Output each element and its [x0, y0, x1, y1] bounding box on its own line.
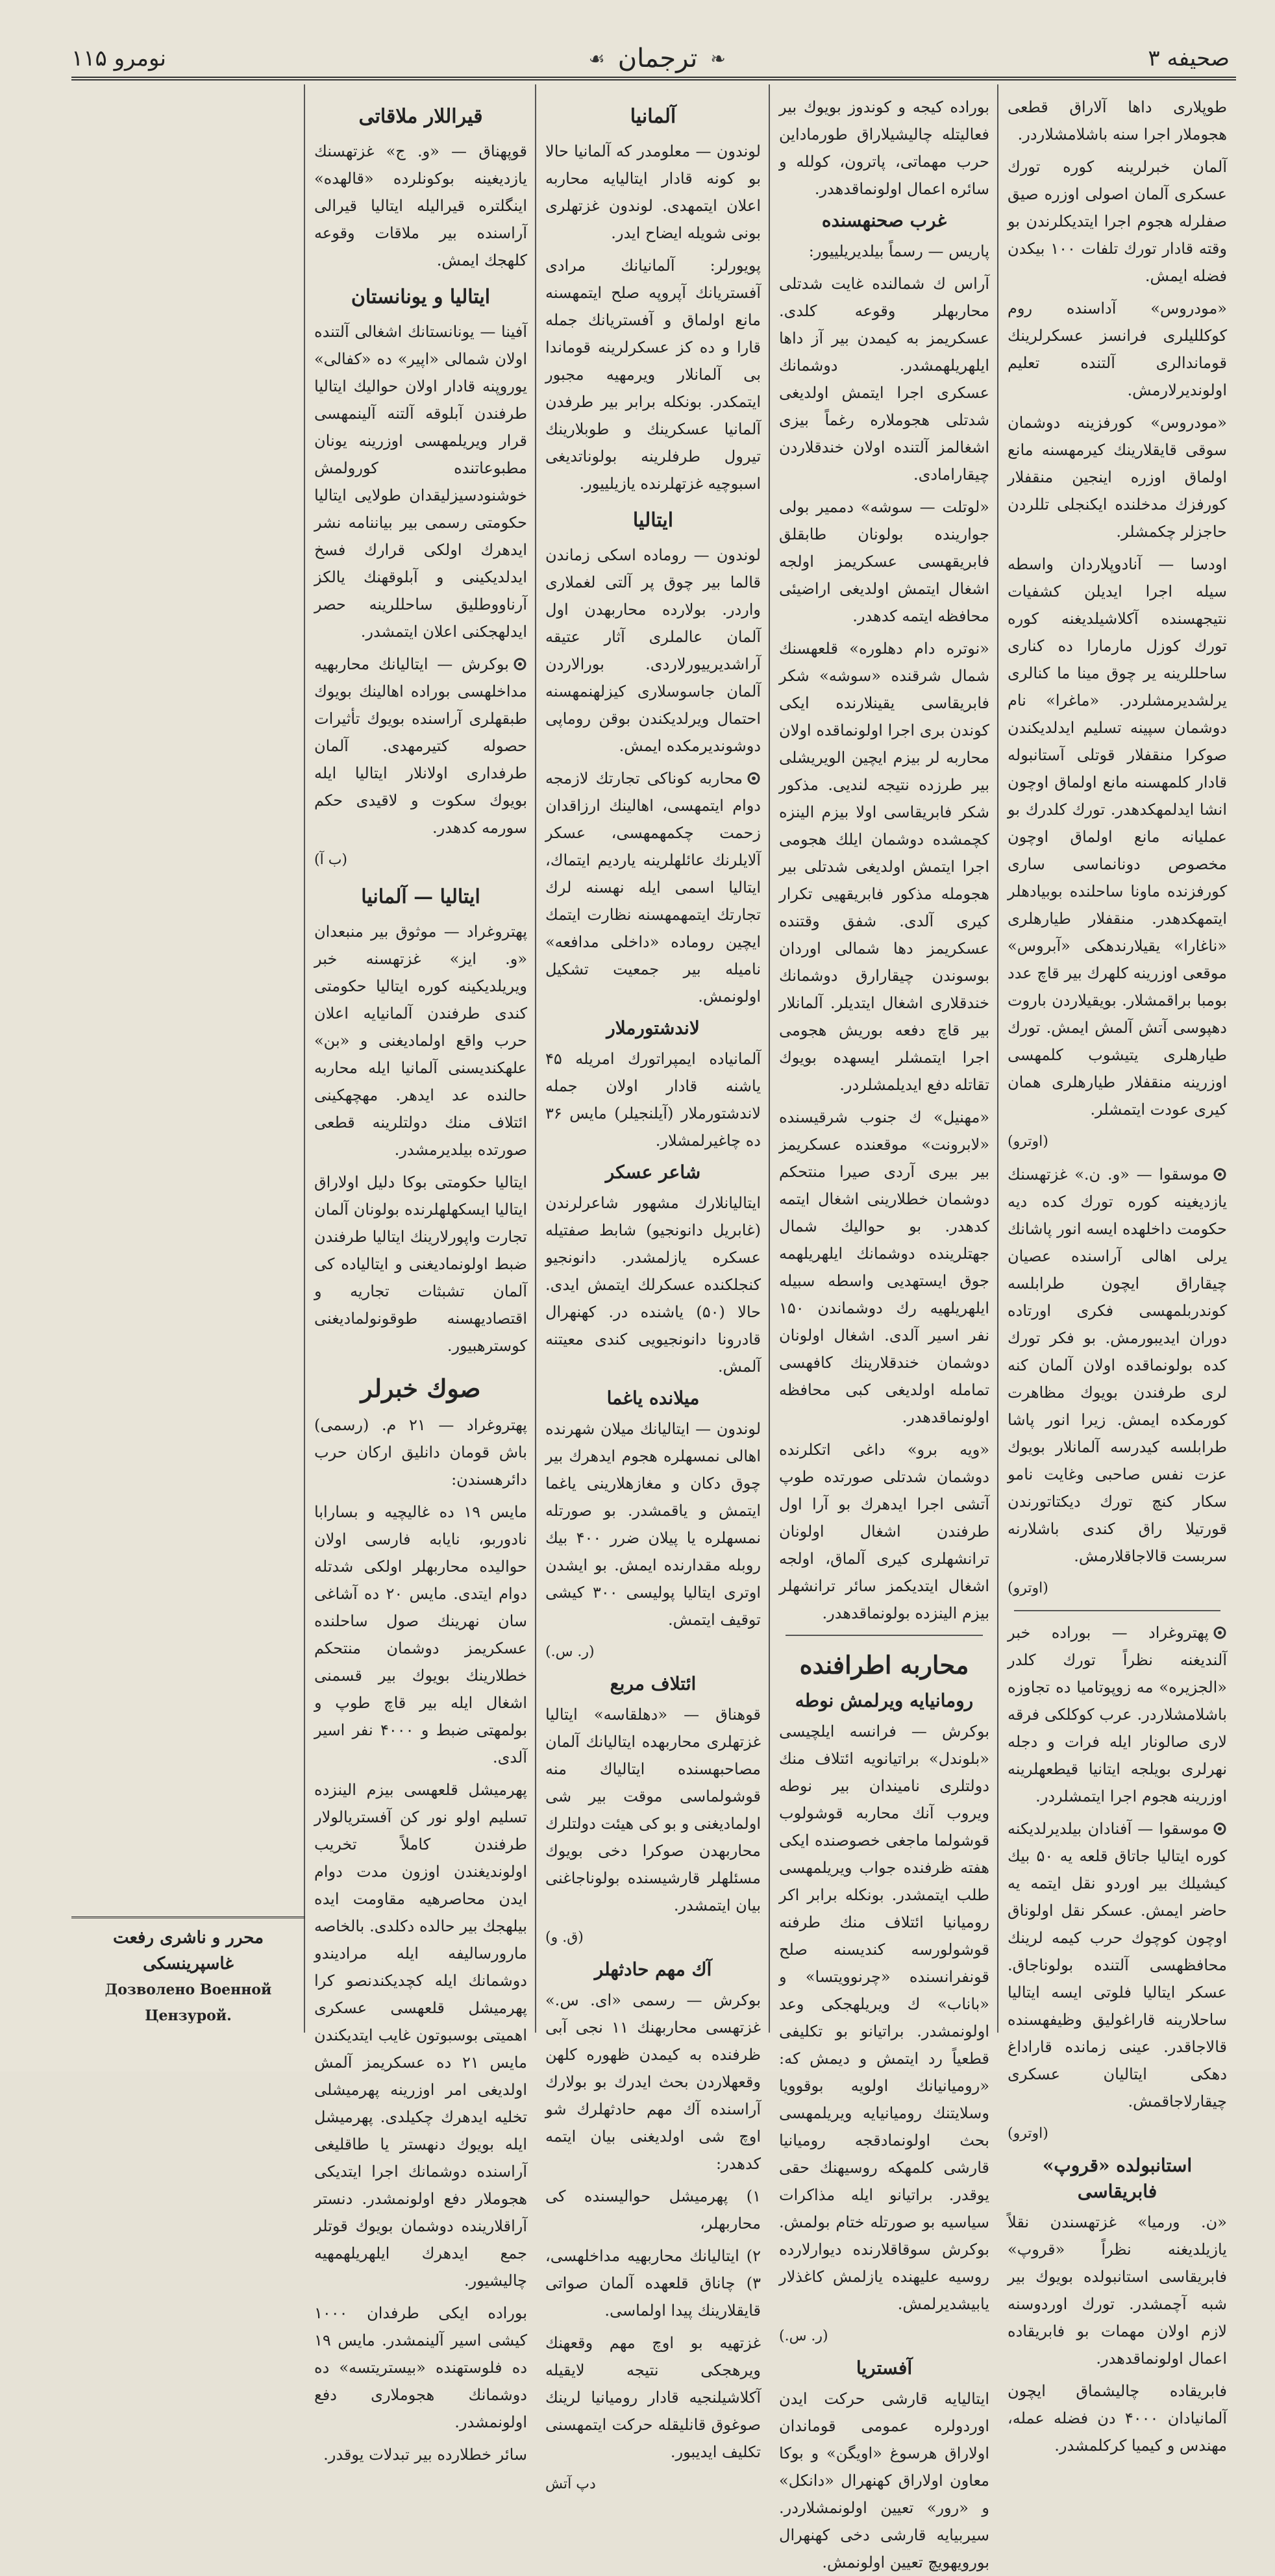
source-signature: (اوترو)	[1008, 1133, 1048, 1150]
source-signature: دپ آتش	[545, 2476, 596, 2492]
paragraph: «مهنيل» ك جنوب شرقيسنده «لابرونت» موقعنده عسكريمز بير بيرى آردى صيرا منتحكم دوشمان خطلارينى اشغال ايتمه كدهدر. بو حواليك شمال جهتلرينده دوشمانك ايلهريلهمه جوق ايستهديى واسطه سبيله ايلهريلهيه رك دوشماندن ۱۵۰ نفر اسير آلدى. اشغال اولونان دوشمان خندقلارينك كافهسى تمامله اولديغى كبى محافظه اولونماقدهدر.	[779, 1108, 989, 1426]
paragraph: پويورلر: آلمانيانك مرادى آفستريانك آپروپه صلح ايتمهسنه مانع اولماق و آفستريانك جمله قارا و ده كز عسكرلرينه قوماندا بى آلمانلار ويرمهيه مجبور ايتمكدر. بونكله برابر بير طرفدن آلمانيا عسكرينك و طوبلارينك تيرول طرفلرينه بولوناتديغى اسبوچيه غزتهلرنده يازيلييور.	[545, 256, 761, 493]
fleuron-icon	[513, 652, 527, 667]
separator	[1014, 1610, 1220, 1611]
paragraph: غزتهيه بو اوچ مهم وقعهنك ويرهجكى نتيجه لايقيله آكلاشيلنجيه قادار روميانيا لرينك صوغوق قانليقله حركت ايتمهسنى تكليف ايديبور.	[545, 2334, 761, 2461]
source-signature: (ب آ)	[314, 852, 347, 868]
fleuron-icon	[747, 767, 761, 781]
newspaper-title	[589, 43, 726, 73]
source-signature: (ر. س.)	[545, 1644, 595, 1660]
section-heading: ايتاليا و يونانستان	[351, 286, 491, 308]
paragraph: محاربه كوناكى تجارتك لازمجه دوام ايتمهسى، اهالينك ارزاقدان زحمت چكمهمهسى، عسكر آلايلرنك عائلهلرينه يارديم ايتماك، ايتاليا اسمى ايله نهسنه لرك تجارتك ايتمهمهسنه نظارت ايتمك ايچين روماده «داخلى مدافعه» ناميله بير جمعيت تشكيل اولونمش.	[545, 765, 761, 1010]
section-heading: شاعر عسكر	[605, 1161, 701, 1183]
paragraph: «مودروس» كورفزينه دوشمان سوقى قايقلارينك كيرمهسنه مانع اولماق اوزره اينجين منقفلار كورفزك مدخلنده ايكنجلى تللردن حاجزلر چكمشلر.	[1008, 414, 1227, 541]
ornament-icon: ☙	[588, 47, 605, 69]
paragraph: طوپلارى داها آلاراق قطعى هجوملار اجرا سنه باشلامشلاردر.	[1008, 98, 1227, 143]
paragraph: قوهناق — «دهلقاسه» ايتاليا غزتهلرى محاربهده ايتاليانك آلمان مصاحبهسنده ايتالياك منه قوشولماسى موقت بير شى اولماديغنى و بو كى هيئت دولتلرك محاربهدن صوكرا دخى بويوك مسئلهلر قارشيسنده بولوناجاغنى بيان ايتمشدر.	[545, 1705, 761, 1914]
column-1	[998, 84, 1236, 2455]
column-3	[536, 84, 770, 2492]
paragraph: آراس ك شمالنده غايت شدتلى محاربهلر وقوعه كلدى. عسكريمز به كيمدن بير آز داها ايلهريلهمشدر. دوشمانك عسكرى اجرا ايتمش اولديغى شدتلى هجوملاره رغماً بيزى اشغالمز آلتنده اولان خندقلاردن چيقارامادى.	[779, 275, 989, 484]
source-signature: (اوترو)	[1008, 2125, 1048, 2142]
paragraph: موسقوا — «و. ن.» غزتهسنك يازديغينه كوره تورك كده ديه حكومت داخلهده ايسه انور پاشانك يرلى اهالى آراسنده عصيان چيقاراق ايچون طرابلسه كوندربلمهسى فكرى اورتاده دوران ايديبورمش. بو فكر تورك كده بولونماقده اولان آلمان كنه لرى طرفندن بويوك مظاهرت كورمكده ايمش. زيرا انور پاشا طرابلسه كيدرسه آلمانلار بويوك عزت نفس صاحبى وغايت نامو سكار كنچ تورك ديكتاتورندن قورتيلا راق كندى باشلارنه سربست قالاجاقلارمش.	[1008, 1161, 1227, 1570]
masthead	[71, 26, 1230, 91]
paragraph: ۲) ايتاليانك محاربهيه مداخلهسى، ۳) چاناق قلعهده آلمان صواتى قايقلارينك پيدا اولماسى.	[545, 2247, 761, 2320]
censorship-line: Дозволено Военной Цензурой.	[105, 1981, 272, 2024]
paragraph: «مودروس» آداسنده روم كوكلليلرى فرانسز عسكرلرينك قوماندالرى آلتنده تعليم اولونديرلارمش.	[1008, 299, 1227, 399]
column-2	[770, 84, 998, 2571]
source-signature: (اوترو)	[1008, 1580, 1048, 1596]
paragraph: پهتروغراد — موثوق بير منبعدان «و. ايز» غزتهسنه خبر ويريلديكينه كوره ايتاليا حكومتى كندى طرفندن آلمانيايه اعلان حرب واقع اولماديغنى و «بن» علهكنديسنى آلمانيا ايله محاربه حالنده عد ايدهر. مهچهكينى ائتلاف منك دولتلرينه قطعى صورتده بيلديرمشدر.	[314, 923, 527, 1159]
column-4	[305, 84, 536, 2464]
paragraph: پاريس — رسماً بيلديريلييور:	[808, 242, 989, 260]
fleuron-icon	[1213, 1163, 1227, 1177]
source-signature: (ق. و)	[545, 1929, 584, 1946]
paragraph: ايتاليايه قارشى حركت ايدن اوردولره عمومى قوماندان اولاراق هرسوغ «اويگن» و بوكا معاون اولاراق كهنهرال «دانكل» و «رور» تعيين اولونمشلاردر. سيربيايه قارشى دخى كهنهرال بورويهويچ تعيين اولونمش.	[779, 2390, 989, 2571]
paragraph: مايس ۱۹ ده غاليچيه و بسارابا نادوربو، نايابه فارسى اولان حواليده محاربهلر اولكى شدتله دوام ايتدى. مايس ۲۰ ده آشاغى سان نهرينك صول ساحلنده عسكريمز دوشمان منتحكم خطلارينك بويوك بير قسمنى اشغال ايله بير قاچ طوپ و بولمهتى ضبط و ۴۰۰۰ نفر اسير آلدى.	[314, 1503, 528, 1766]
section-heading: آلمانيا	[630, 105, 676, 128]
section-heading: آك مهم حادثهلر	[594, 1959, 712, 1980]
paragraph: آلمانياده ايمپراتورك امريله ۴۵ ياشنه قادار اولان جمله لاندشتورملار (آيلنجيلر) مايس ۳۶ ده چاغيرلمشلار.	[545, 1050, 761, 1150]
paragraph: سائر خطلارده بير تبدلات يوقدر.	[323, 2446, 527, 2464]
columns	[71, 84, 1236, 2571]
paragraph: فابريقاده چاليشماق ايچون آلمانيادان ۴۰۰۰ دن فضله عمله، مهندس و كيميا كركلمشدر.	[1008, 2382, 1227, 2455]
paragraph: پهتروغراد — ۲۱ م. (رسمى) باش قومان دانليق اركان حرب دائرهسندن:	[314, 1416, 527, 1489]
separator	[786, 1635, 983, 1636]
paragraph: «نوتره دام دهلوره» قلعهسنك شمال شرقنده «سوشه» شكر فابريقاسى يقينلارنده ايكى كوندن برى اجرا اولونماقده اولان محاربه لر بيزم ايچين الويريشلى بير طرزده نتيجه لنديى. مذكور شكر فابريقاسى اولا بيزم الينزه كچمشده دوشمان ايلك هجومى اجرا ايتمش اولديغى شدتلى بير هجومله مذكور فابريقهيى تكرار كيرى آلدى. شفق وقتنده عسكريمز دها شمالى اوردان بوسوندن چيقارارق دوشمانك خندقلارى اشغال ايتديلر. آلمانلار بير قاچ دفعه بوريش هجومى اجرا ايتمشلر ايسهده بويوك تقاتله دفع ايديلمشلردر.	[779, 639, 989, 1094]
paragraph: ايتاليانلارك مشهور شاعرلرندن (غابريل دانونجيو) شابط صفتيله عسكره يازلمشدر. دانونجيو كنجلكنده عسكرلك ايتمش ايدى. حالا (۵۰) ياشنده در. كهنهرال قادرونا دانونجيويى كندى معيتنه آلمش.	[545, 1194, 761, 1376]
section-heading: ايتاليا	[632, 509, 674, 532]
paragraph: پهرميشل قلعهسى بيزم الينزده تسليم اولو نور كن آفستريالولار طرفندن كاملاً تخريب اولونديغندن اوزون مدت دوام ايدن محاصرهيه مقاومت ايده بيلهجك بير حالده دكلدى. بالخاصه مارورساليفه ايله مراديندو دوشمانك ايله كچديكندنصو كرا پهرميشل قلعهسى عسكرى اهميتى بوسبوتون غايب ايتديكندن مايس ۲۱ ده عسكريمز آلمش اولديغى امر اوزرينه پهرميشلى تخليه ايدهرك چكيلدى. پهرميشل ايله بويوك دنهستر يا طاقليغى آراسنده دوشمانك اجرا ايتديكى هجوملار دفع اولونمشدر. دنستر آراقلارينده دوشمان بويوك قوتلر جمع ايدهرك ايلهريلهمهيه چاليشيور.	[314, 1781, 527, 2290]
section-heading: لاندشتورملار	[606, 1017, 700, 1039]
section-heading: غرب صحنهسنده	[821, 210, 947, 231]
section-heading: آفستريا	[856, 2357, 913, 2379]
page-label: صحيفه ۳	[1148, 45, 1230, 71]
newspaper-name: ترجمان	[617, 43, 698, 73]
paragraph: بوكرش — رسمى «اى. س.» غزتهسى محاربهنك ۱۱ نجى آبى ظرفنده به كيمدن ظهوره كلهن وقعهلاردن بحث ايدرك بو بولارك آراسنده آك مهم حادثهلرك شو اوچ شى اولديغنى بيان ايتمه كدهدر:	[545, 1991, 761, 2173]
paragraph: ايتاليا حكومتى بوكا دليل اولاراق ايتاليا ايسكهلهلرنده بولونان آلمان تجارت واپورلارينك ايتاليا طرفندن ضبط اولونماديغنى و ايتالياده كى آلمان تشبثات تجاريه و اقتصاديهسنه طوقونولماديغنى كوسترهبيور.	[314, 1173, 527, 1355]
source-signature: (ر. س.)	[779, 2328, 828, 2344]
paragraph: «ن. ورميا» غزتهسندن نقلاً يازيلديغنه نظراً «قروپ» فابريقاسى استانبولده بويوك بير شبه آچمشدر. تورك اوردوسنه لازم اولان مهمات بو فابريقاده اعمال اولونماقدهدر.	[1008, 2213, 1227, 2368]
paragraph: لوندون — معلومدر كه آلمانيا حالا بو كونه قادار ايتاليايه محاربه اعلان ايتمهدى. لوندون غزتهلرى بونى شويله ايضاح ايدر.	[545, 142, 761, 242]
section-heading: محاربه اطرافنده	[799, 1650, 969, 1679]
paragraph: ۱) پهرميشل حواليسنده كى محاربهلر،	[545, 2187, 761, 2233]
section-subheading: رومانيايه ويرلمش نوطه	[795, 1690, 974, 1711]
paragraph: لوندون — ايتاليانك ميلان شهرنده اهالى نمسهلره هجوم ايدهرك بير چوق دكان و مغازهلارينى ياغما ايتمش و ياقمشدر. بو صورتله نمسهلره يا پيلان ضرر ۴۰۰ بيك روبله مقدارنده ايمش. بو ايشدن اوترى ايتاليا پوليسى ۳۰۰ كيشى توقيف ايتمش.	[545, 1420, 761, 1629]
section-heading: قيراللار ملاقاتى	[358, 105, 483, 128]
ornament-icon: ❧	[710, 47, 726, 69]
section-heading: صوك خبرلر	[360, 1374, 481, 1403]
paragraph: بوكرش — ايتاليانك محاربهيه مداخلهسى بوراده اهالينك بويوك طبقهلرى آراسنده بويوك تأثيرات حصوله كتيرمهدى. آلمان طرفدارى اولانلار ايتاليا ايله بويوك سكوت و لاقيدى حكم سورمه كدهدر.	[314, 650, 527, 841]
paragraph: پهتروغراد — بوراده خبر آلنديغنه نظراً تورك كلدر «الجزيره» مه زوپوتاميا ده تجاوزه باشلامشلاردر. عرب كوكلكى فرقه لارى صالونار ايله فرات و دجله نهرلرى بويلجه ايتانيا قيطعهلرينه اوزرينه هجوم اجرا ايتمشلردر.	[1008, 1619, 1227, 1810]
issue-number: نومرو ۱۱۵	[71, 45, 167, 71]
section-heading: ميلانده ياغما	[606, 1387, 700, 1409]
paragraph: «لوتلت — سوشه» دممير بولى جوارينده بولونان طابقلق فابريقهسى عسكريمز اولجه اشغال ايتمش اولديغى اراضيئى محافظه ايتمه كدهدر.	[779, 498, 989, 625]
paragraph: اودسا — آنادوپلاردان واسطه سيله اجرا ايديلن كشفيات نتيجهسنده آكلاشيلديغنه كوره تورك كوزل مارمارا ده كنارى ساحللرينه ير چوق مينا ما كنالرى يرلشديرمشلردر. «ماغرا» نام دوشمان سپينه تسليم ايدلديكندن صوكرا منقفلار قوتلى آستانبوله قادار كلمهسنه مانع اولماق اوچون انشا ايدلمهكدهدر. تورك كلدرك بو عمليانه مانع اولماق اوچون مخصوص دونانماسى سارى كورفزنده ماونا ساحلنده بوبيادهلر ايتمهكدهدر. منقفلار طيارهلرى «ناغارا» يقيلارندهكى «آبروس» موقعى اوزرينه كلهرك بير قاچ عدد بومبا براقمشلار. بويقيلاردن باروت دهپوسى آتش آلمش ايمش. تورك طيارهلرى يتيشوب كلمهسى اوزرينه منقفلار طيارهلرى همان كيرى عودت ايتمشلر.	[1008, 555, 1227, 1119]
paragraph: بوراده ايكى طرفدان ۱۰۰۰ كيشى اسير آلينمشدر. مايس ۱۹ ده فلوستهنده «بيستريتسه» ده دوشمانك هجوملارى دفع اولونمشدر.	[314, 2304, 527, 2431]
paragraph: بوراده كيجه و كوندوز بويوك بير فعاليتله چاليشيلاراق طورماداين حرب مهماتى، پاترون، كولله و سائره اعمال اولونماقدهدر.	[779, 98, 989, 198]
paragraph: آلمان خبرلرينه كوره تورك عسكرى آلمان اصولى اوزره صيق صفلرله هجوم اجرا ايتديكلرندن بو وقته قادار تورك تلفات ۱۰۰ بيكدن فضله ايمش.	[1008, 158, 1227, 285]
section-heading: استانبولده «قروپ» فابريقاسى	[1042, 2155, 1193, 2202]
publisher-footer	[71, 1916, 305, 2033]
column-5	[71, 84, 305, 2033]
fleuron-icon	[1213, 1621, 1227, 1635]
section-heading: ايتاليا — آلمانيا	[361, 886, 480, 908]
paragraph: قوپهناق — «و. ج» غزتهسنك يازديغينه بوكونلرده «قالهده» اينگلتره قيراليله ايتاليا قيرالى آراسنده بير ملاقات وقوعه كلهجك ايمش.	[314, 142, 527, 269]
paragraph: بوكرش — فرانسه ايلچيسى «بلوندل» براتيانويه ائتلاف منك دولتلرى ناميندان بير نوطه ويروب آنك محاربه قوشولوب قوشولما ماجغى خصوصنده ايكى هفته ظرفنده جواب ويريلمهسى طلب ايتمشدر. بونكله برابر اكر روميانيا ائتلاف منك طرفنه قوشولورسه كنديسنه صلح قونفرانسنده «چرنوويتسا» و «باناب» ك ويريلهجكى وعد اولونمشدر. براتيانو بو تكليفى قطعياً رد ايتمش و ديمش كه: «روميانيانك اولويه بوقوويا وسلايتنك روميانيايه ويريلمهسى بحث اولونمادقجه روميانيا قارشى كلمهكه روسيهنك حقى يوقدر. براتيانو ايله مذاكرات سياسيه بو صورتله ختام بولمش. بوكرش سوقاقلارنده ديوارلارده روسيه عليهنده يازلمش كاغذلار يابيشديرلمش.	[779, 1722, 989, 2313]
paragraph: آفينا — يونانستانك اشغالى آلتنده اولان شمالى «اپير» ده «كفالى» يوروپنه قادار اولان حواليك ايتاليا طرفندن آبلوقه آلتنه آلينمهسى قرار ويريلمهسى اوزرينه يونان مطبوعاتنده كورولمش خوشنودسيزليقدان طولايى ايتاليا حكومتى رسمى بير بياننامه نشر ايدهرك اولكى قرارك فسخ ايدلديكينى و آبلوقهنك يالكز آرناووطليق ساحللرينه حصر ايدلهجكنى اعلان ايتمشدر.	[314, 323, 527, 641]
masthead-rule	[71, 77, 1236, 80]
paragraph: «ويه برو» داغى اتكلرنده دوشمان شدتلى صورتده طوپ آتشى اجرا ايدهرك بو آرا اول طرفندن اشغال اولونان ترانشهلرى كيرى آلماق، اولجه اشغال ايتديكمز سائر ترانشهلر بيزم الينزده بولونماقدهدر.	[779, 1441, 989, 1622]
fleuron-icon	[1213, 1817, 1227, 1831]
paragraph: موسقوا — آفنادان بيلديرلديكنه كوره ايتاليا جاتاق قلعه يه ۵۰ بيك كيشيلك بير اوردو نقل ايتمه يه حاضر ايمش. عسكر نقل اولوناق اوچون كوچوك حرب كيمه لرينك محافظهسى آلتنده بولوناجاق. عسكر ايتاليا فلوتى ايسه ايتاليا ساحلارينه قاراغوليق وظيفهسنده قالاجاقدر. عينى زمانده قاراداغ دهكى ايتاليان عسكرى چيقارلاجاقمش.	[1008, 1815, 1227, 2115]
section-heading: ائتلاف مربع	[610, 1673, 697, 1694]
paragraph: لوندون — روماده اسكى زماندن قالما بير چوق پر آلتى لغملارى واردر. بولارده محاربهدن اول آلمان عالملرى آثار عتيقه آراشديرييورلاردى. بورالاردن آلمان جاسوسلارى كيزلهنمهسنه احتمال ويرلديكندن بوقن روماپى دوشونديرمكده ايمش.	[545, 546, 761, 755]
publisher-line: محرر و ناشرى رفعت غاسپرينسكى	[112, 1928, 264, 1974]
